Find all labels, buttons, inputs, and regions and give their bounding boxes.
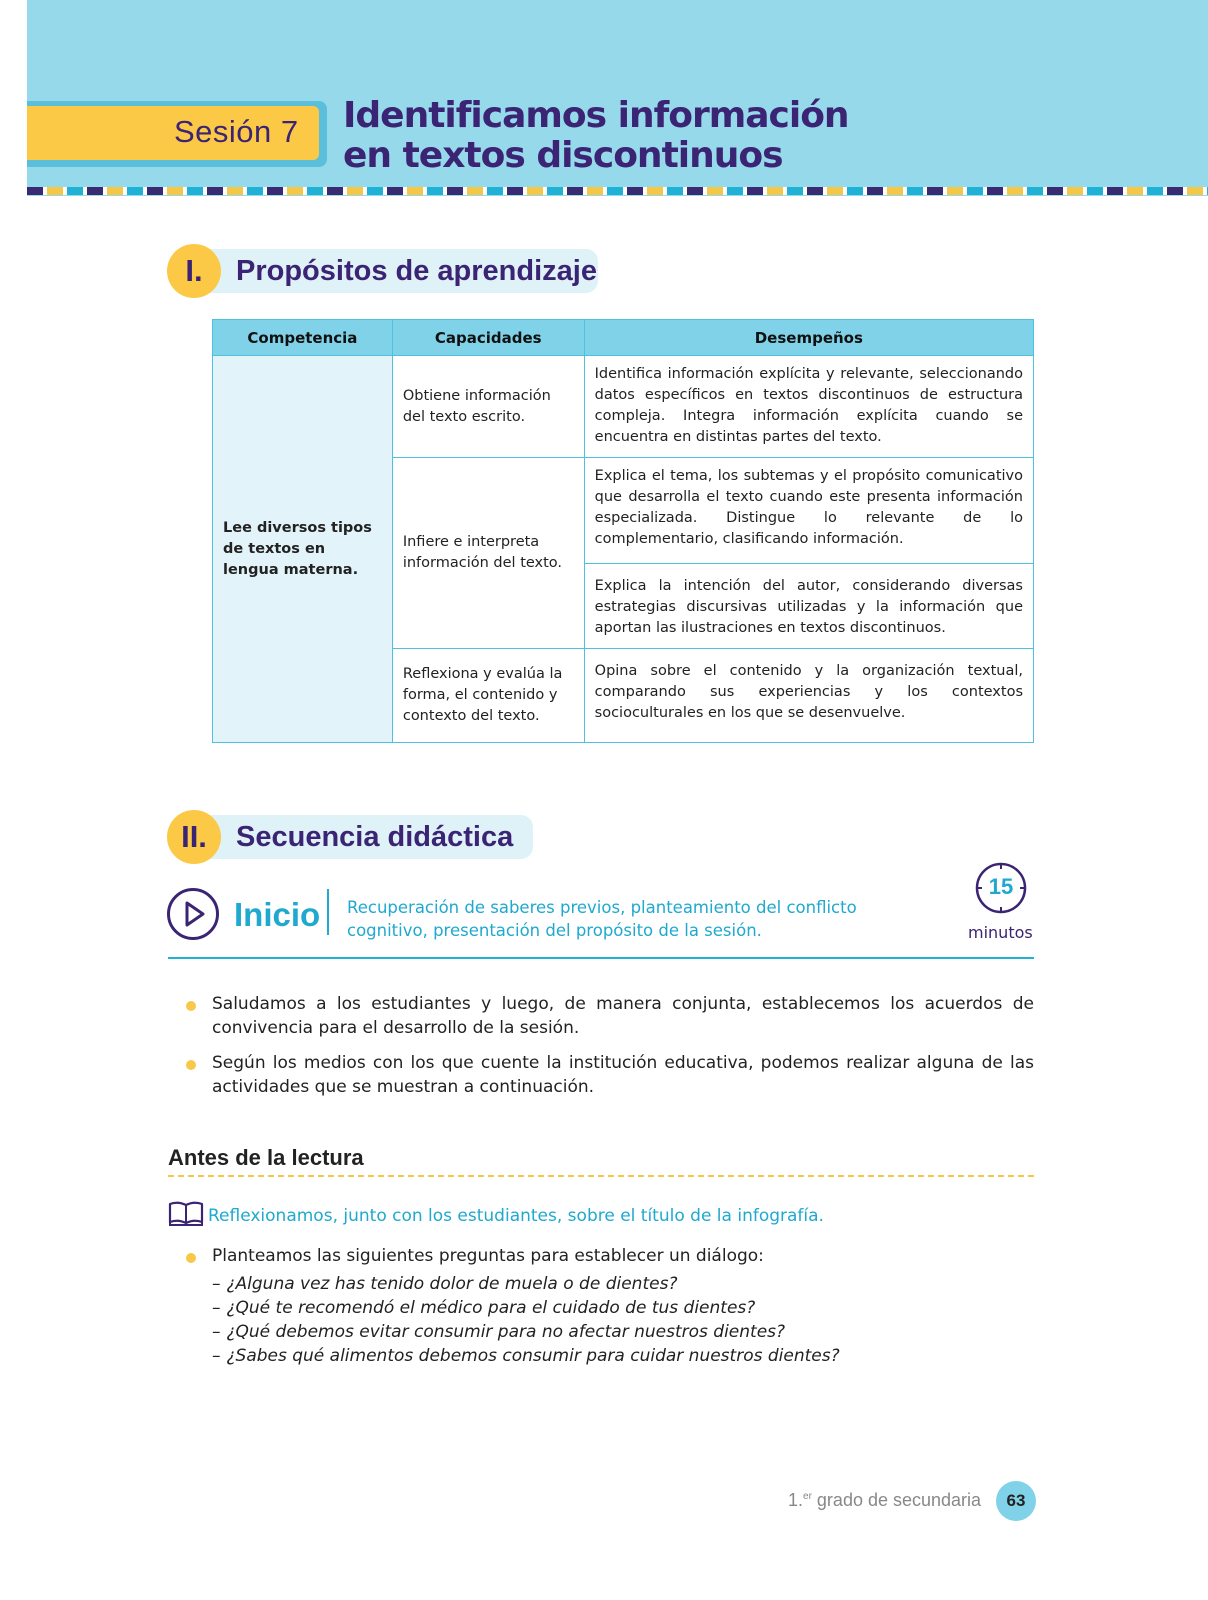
page-title-line1: Identificamos información: [343, 95, 849, 136]
desempeno-cell: Explica el tema, los subtemas y el propósito comunicativo que desarrolla el texto cuando este presenta información especializada. Distingue lo relevante de lo complementario, clasificando información.: [584, 458, 1033, 564]
dashed-divider: [168, 1175, 1034, 1177]
footer-grade-num: 1.: [788, 1490, 804, 1510]
question-dash: –: [212, 1322, 221, 1342]
bullet-text: Saludamos a los estudiantes y luego, de manera conjunta, establecemos los acuerdos de convivencia para el desarrollo de la sesión.: [212, 994, 1034, 1038]
question-item: [212, 1296, 755, 1320]
section2-numeral: II.: [167, 810, 221, 864]
purpose-table: [212, 319, 1034, 743]
question-dash: –: [212, 1298, 221, 1318]
header-desempenos: Desempeños: [584, 320, 1033, 356]
header-capacidades: Capacidades: [392, 320, 584, 356]
section2-title: Secuencia didáctica: [236, 821, 514, 853]
bullet-dot: [186, 1253, 196, 1263]
question-item: [212, 1320, 785, 1344]
competencia-cell: Lee diversos tipos de textos en lengua materna.: [213, 356, 393, 743]
bullet-text: Según los medios con los que cuente la institución educativa, podemos realizar alguna de las actividades que se muestran a continuación.: [212, 1053, 1034, 1097]
question-dash: –: [212, 1274, 221, 1294]
page-title-line2: en textos discontinuos: [343, 135, 783, 176]
page-title: [343, 96, 1043, 176]
book-icon: [168, 1200, 204, 1226]
question-text: ¿Qué debemos evitar consumir para no afectar nuestros dientes?: [226, 1322, 786, 1342]
question-text: ¿Alguna vez has tenido dolor de muela o de dientes?: [226, 1274, 678, 1294]
reflection-text: Reflexionamos, junto con los estudiantes, sobre el título de la infografía.: [208, 1206, 824, 1226]
play-icon: [167, 888, 219, 940]
antes-heading: Antes de la lectura: [168, 1145, 364, 1170]
session-label: Sesión 7: [174, 114, 299, 149]
bullet-text: Planteamos las siguientes preguntas para establecer un diálogo:: [212, 1246, 764, 1266]
footer-grade-text: grado de secundaria: [811, 1490, 982, 1510]
question-text: ¿Sabes qué alimentos debemos consumir para cuidar nuestros dientes?: [226, 1346, 840, 1366]
inicio-description: Recuperación de saberes previos, planteamiento del conflicto cognitivo, presentación del propósito de la sesión.: [347, 898, 857, 940]
inicio-label: Inicio: [234, 896, 321, 933]
inicio-divider: [327, 889, 329, 935]
page-number: 63: [996, 1481, 1036, 1521]
bullet-dot: [186, 1001, 196, 1011]
table-header-row: [213, 320, 1034, 356]
section1-title: Propósitos de aprendizaje: [236, 255, 597, 287]
inicio-underline: [168, 957, 1034, 959]
header-stripe: [27, 187, 1208, 195]
question-dash: –: [212, 1346, 221, 1366]
bullet-dot: [186, 1060, 196, 1070]
section1-numeral: I.: [167, 244, 221, 298]
question-item: [212, 1344, 840, 1368]
desempeno-cell: Explica la intención del autor, considerando diversas estrategias discursivas utilizadas y la información que aportan las ilustraciones en textos discontinuos.: [584, 564, 1033, 649]
table-row: [213, 356, 1034, 458]
question-text: ¿Qué te recomendó el médico para el cuidado de tus dientes?: [226, 1298, 756, 1318]
capacidad-cell: Obtiene información del texto escrito.: [392, 356, 584, 458]
desempeno-cell: Identifica información explícita y relevante, seleccionando datos específicos en textos discontinuos de estructura compleja. Integra información explícita cuando se encuentra en distintas partes del texto.: [584, 356, 1033, 458]
footer-grade-sup: er: [803, 1491, 812, 1502]
footer-grade: [788, 1490, 981, 1511]
clock-icon: [975, 862, 1027, 914]
minutes-value: 15: [988, 874, 1014, 899]
header-competencia: Competencia: [213, 320, 393, 356]
minutes-label: minutos: [968, 923, 1033, 942]
question-item: [212, 1272, 677, 1296]
capacidad-cell: Reflexiona y evalúa la forma, el contenido y contexto del texto.: [392, 649, 584, 743]
desempeno-cell: Opina sobre el contenido y la organización textual, comparando sus experiencias y los contextos socioculturales en los que se desenvuelve.: [584, 649, 1033, 743]
capacidad-cell: Infiere e interpreta información del texto.: [392, 458, 584, 649]
